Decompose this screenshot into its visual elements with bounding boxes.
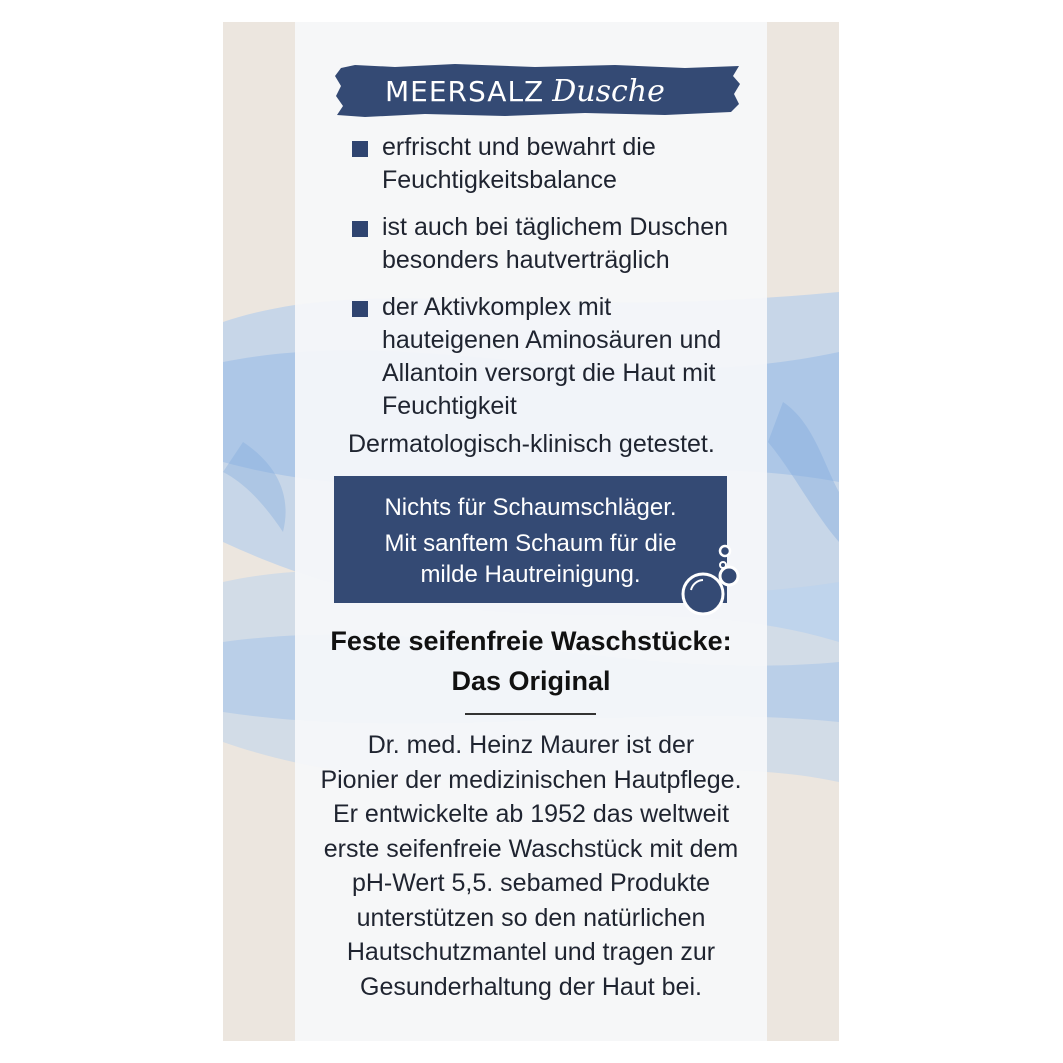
square-bullet-icon <box>352 221 368 237</box>
banner-title: MEERSALZ <box>385 75 545 108</box>
paragraph-line: unterstützen so den natürlichen <box>356 903 706 932</box>
paragraph-line: Er entwickelte ab 1952 das weltweit <box>332 800 730 828</box>
square-bullet-icon <box>352 141 368 157</box>
list-item <box>352 211 742 277</box>
dermatological-claim: Dermatologisch-klinisch getestet. <box>348 430 715 458</box>
benefit-text: hauteigenen Aminosäuren und <box>382 326 722 354</box>
paragraph-line: Hautschutzmantel und tragen zur <box>346 938 716 966</box>
benefit-text: erfrischt und bewahrt die <box>382 133 656 161</box>
divider <box>465 713 596 715</box>
benefit-text: ist auch bei täglichem Duschen <box>382 213 729 241</box>
list-item <box>352 291 742 423</box>
paragraph-line: Pionier der medizinischen Hautpflege. <box>320 765 742 794</box>
paragraph-line: erste seifenfreie Waschstück mit dem <box>323 834 739 863</box>
benefit-text: der Aktivkomplex mit <box>382 293 612 321</box>
benefit-text: Feuchtigkeit <box>382 392 517 420</box>
square-bullet-icon <box>352 301 368 317</box>
benefit-list <box>352 131 742 437</box>
foam-text: Nichts für Schaumschläger. <box>384 494 677 521</box>
paragraph-line: Dr. med. Heinz Maurer ist der <box>367 731 695 759</box>
bubbles-icon <box>677 538 743 618</box>
foam-info-box <box>334 476 727 603</box>
foam-text: milde Hautreinigung. <box>420 561 641 588</box>
benefit-text: Allantoin versorgt die Haut mit <box>382 359 716 387</box>
paragraph-line: pH-Wert 5,5. sebamed Produkte <box>351 869 711 897</box>
benefit-text: besonders hautverträglich <box>382 246 670 274</box>
foam-text: Mit sanftem Schaum für die <box>384 530 677 557</box>
paragraph-line: Gesunderhaltung der Haut bei. <box>360 972 702 1001</box>
section-heading: Feste seifenfreie Waschstücke: <box>330 626 732 656</box>
section-subheading: Das Original <box>451 666 611 696</box>
product-banner <box>335 62 743 120</box>
benefit-text: Feuchtigkeitsbalance <box>382 166 617 194</box>
banner-subtitle: Dusche <box>552 74 665 109</box>
history-paragraph <box>223 728 839 1004</box>
list-item <box>352 131 742 197</box>
